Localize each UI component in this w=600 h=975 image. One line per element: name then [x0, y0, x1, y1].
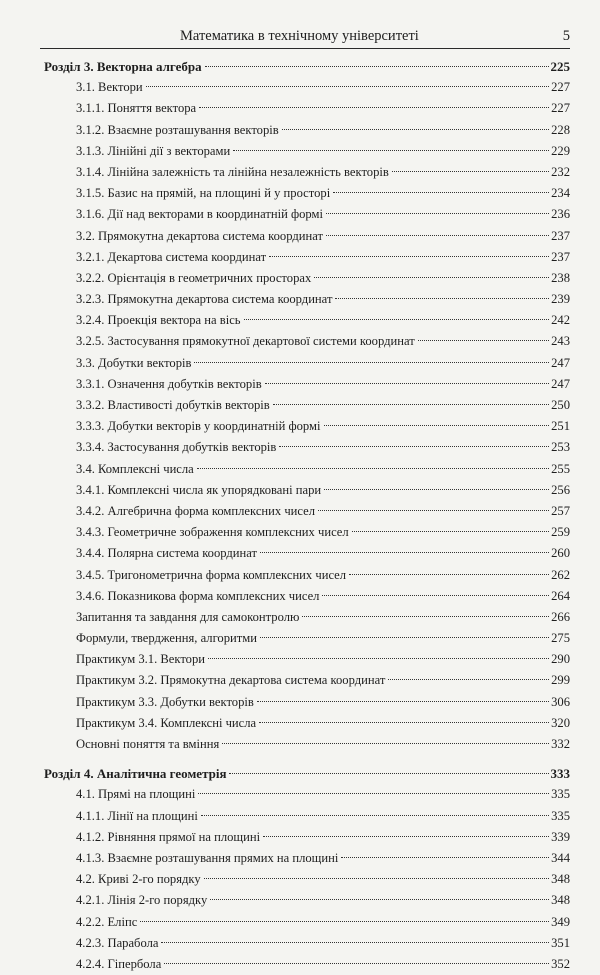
dot-leader [199, 107, 549, 108]
toc-entry-page-number: 227 [551, 80, 570, 95]
toc-entry-page-number: 227 [551, 101, 570, 116]
toc-entry-title: Формули, твердження, алгоритми [76, 631, 257, 646]
toc-entry [40, 374, 570, 395]
toc-entry [40, 890, 570, 911]
toc-entry-title: 4.2.3. Парабола [76, 935, 159, 950]
toc-entry-page-number: 333 [550, 766, 570, 782]
toc-entry-title: Основні поняття та вміння [76, 737, 220, 751]
toc-entry [40, 670, 570, 691]
dot-leader [257, 701, 549, 702]
dot-leader [302, 616, 549, 617]
toc-entry-page-number: 339 [551, 829, 570, 844]
toc-entry [40, 784, 570, 805]
toc-entry [40, 289, 570, 310]
toc-entry [40, 628, 570, 649]
table-of-contents [40, 56, 570, 975]
toc-chapter-entry [40, 56, 570, 77]
toc-entry-title: Практикум 3.3. Добутки векторів [76, 694, 254, 709]
toc-entry-title: 3.2.4. Проекція вектора на вісь [76, 313, 241, 328]
dot-leader [326, 213, 549, 214]
toc-entry-title: 3.1.2. Взаємне розташування векторів [76, 122, 279, 137]
dot-leader [197, 468, 549, 469]
toc-entry-title: Розділ 3. Векторна алгебра [44, 59, 202, 74]
toc-entry-page-number: 349 [551, 914, 570, 929]
toc-entry [40, 331, 570, 352]
dot-leader [140, 921, 549, 922]
toc-entry-title: 4.1.2. Рівняння прямої на площині [76, 829, 261, 844]
toc-entry-page-number: 320 [551, 715, 570, 730]
toc-chapter-entry [40, 763, 570, 784]
toc-entry-page-number: 253 [551, 440, 570, 455]
toc-entry-page-number: 250 [551, 398, 570, 412]
dot-leader [392, 171, 549, 172]
toc-entry-title: Розділ 4. Аналітична геометрія [44, 766, 227, 782]
toc-entry-page-number: 236 [551, 207, 570, 222]
dot-leader [146, 86, 549, 87]
toc-entry [40, 607, 570, 628]
toc-entry-title: 3.3.3. Добутки векторів у координатній формі [76, 419, 321, 434]
toc-entry-title: 3.1.1. Поняття вектора [76, 101, 197, 116]
dot-leader [326, 235, 549, 236]
toc-entry-title: 3.2.5. Застосування прямокутної декартової системи координат [76, 334, 415, 349]
toc-entry-title: 3.2. Прямокутна декартова система координат [76, 228, 323, 243]
toc-entry-title: 3.4. Комплексні числа [76, 461, 194, 476]
toc-entry-title: 3.4.5. Тригонометрична форма комплексних чисел [76, 567, 347, 582]
toc-entry-page-number: 251 [551, 419, 570, 434]
dot-leader [164, 963, 549, 964]
toc-entry-page-number: 247 [551, 355, 570, 370]
dot-leader [233, 150, 549, 151]
toc-entry [40, 543, 570, 564]
toc-entry-title: 3.2.3. Прямокутна декартова система координат [76, 292, 333, 307]
toc-entry [40, 586, 570, 607]
toc-entry-title: 3.1.5. Базис на прямій, на площині й у просторі [76, 186, 331, 201]
toc-entry-title: 4.2. Криві 2-го порядку [76, 872, 201, 887]
toc-entry-title: 3.3.4. Застосування добутків векторів [76, 440, 277, 455]
toc-entry [40, 268, 570, 289]
toc-entry [40, 141, 570, 162]
toc-entry-page-number: 243 [551, 334, 570, 349]
dot-leader [205, 66, 549, 67]
toc-entry-title: Практикум 3.1. Вектори [76, 652, 206, 667]
toc-entry-page-number: 290 [551, 652, 570, 667]
toc-entry-title: Практикум 3.4. Комплексні числа [76, 715, 257, 730]
dot-leader [279, 446, 549, 447]
toc-entry-page-number: 264 [551, 588, 570, 603]
toc-entry-title: 3.3.2. Властивості добутків векторів [76, 398, 270, 412]
dot-leader [314, 277, 549, 278]
toc-entry [40, 565, 570, 586]
toc-entry-page-number: 335 [551, 787, 570, 802]
toc-entry-page-number: 262 [551, 567, 570, 582]
dot-leader [198, 793, 549, 794]
toc-entry [40, 416, 570, 437]
toc-entry-page-number: 257 [551, 503, 570, 518]
toc-entry [40, 310, 570, 331]
toc-entry [40, 98, 570, 119]
toc-entry-title: 3.1.6. Дії над векторами в координатній формі [76, 207, 324, 222]
toc-entry-page-number: 239 [551, 292, 570, 307]
toc-entry-title: 3.1. Вектори [76, 80, 143, 95]
toc-entry [40, 395, 570, 416]
dot-leader [244, 319, 550, 320]
header-title: Математика в технічному університеті [180, 28, 419, 44]
toc-entry-title: 4.2.2. Еліпс [76, 914, 138, 929]
toc-entry [40, 692, 570, 713]
toc-entry-page-number: 237 [551, 228, 570, 243]
toc-entry [40, 522, 570, 543]
dot-leader [194, 362, 549, 363]
toc-entry-page-number: 348 [551, 872, 570, 887]
toc-entry-title: Практикум 3.2. Прямокутна декартова система координат [76, 673, 386, 688]
header-page-number: 5 [562, 28, 570, 44]
toc-entry-page-number: 234 [551, 186, 570, 201]
toc-entry-page-number: 259 [551, 525, 570, 540]
dot-leader [341, 857, 549, 858]
toc-entry [40, 869, 570, 890]
toc-entry-page-number: 260 [551, 546, 570, 561]
toc-entry-title: 3.3. Добутки векторів [76, 355, 192, 370]
dot-leader [282, 129, 549, 130]
toc-entry [40, 848, 570, 869]
dot-leader [324, 425, 550, 426]
dot-leader [333, 192, 549, 193]
toc-entry-title: 3.3.1. Означення добутків векторів [76, 376, 262, 391]
toc-entry-page-number: 332 [551, 737, 570, 751]
toc-entry [40, 183, 570, 204]
toc-entry [40, 713, 570, 734]
toc-entry-title: 4.1.1. Лінії на площині [76, 808, 198, 823]
toc-entry-page-number: 228 [551, 122, 570, 137]
toc-entry-page-number: 232 [551, 164, 570, 179]
toc-entry-title: 3.4.3. Геометричне зображення комплексних чисел [76, 525, 349, 540]
toc-entry [40, 649, 570, 670]
toc-entry-title: 4.1. Прямі на площині [76, 787, 196, 802]
dot-leader [269, 256, 549, 257]
toc-entry-page-number: 348 [551, 893, 570, 908]
toc-entry-page-number: 237 [551, 249, 570, 264]
toc-entry-page-number: 225 [550, 59, 570, 74]
toc-entry-page-number: 335 [551, 808, 570, 823]
dot-leader [352, 531, 549, 532]
toc-entry [40, 480, 570, 501]
dot-leader [222, 743, 549, 744]
dot-leader [259, 722, 549, 723]
dot-leader [229, 773, 548, 774]
toc-entry [40, 437, 570, 458]
dot-leader [204, 878, 549, 879]
toc-entry [40, 501, 570, 522]
toc-entry-page-number: 247 [551, 376, 570, 391]
toc-entry [40, 247, 570, 268]
toc-entry-page-number: 242 [551, 313, 570, 328]
dot-leader [210, 899, 549, 900]
toc-entry-title: 4.2.4. Гіпербола [76, 956, 162, 971]
dot-leader [335, 298, 549, 299]
dot-leader [318, 510, 549, 511]
toc-entry [40, 827, 570, 848]
toc-entry-title: 3.2.2. Орієнтація в геометричних просторах [76, 270, 312, 285]
toc-entry-page-number: 266 [551, 609, 570, 624]
toc-entry-page-number: 344 [551, 850, 570, 865]
toc-entry-page-number: 238 [551, 270, 570, 285]
toc-entry [40, 806, 570, 827]
toc-entry [40, 954, 570, 975]
dot-leader [161, 942, 549, 943]
toc-entry [40, 226, 570, 247]
dot-leader [201, 815, 549, 816]
dot-leader [263, 836, 549, 837]
toc-entry-page-number: 255 [551, 461, 570, 476]
toc-entry-page-number: 352 [551, 956, 570, 971]
dot-leader [322, 595, 549, 596]
toc-entry [40, 734, 570, 755]
dot-leader [349, 574, 549, 575]
toc-entry-title: 3.1.3. Лінійні дії з векторами [76, 143, 231, 158]
dot-leader [273, 404, 549, 405]
toc-entry-title: 3.1.4. Лінійна залежність та лінійна незалежність векторів [76, 164, 389, 179]
dot-leader [260, 637, 549, 638]
toc-entry [40, 120, 570, 141]
running-header [40, 26, 570, 49]
toc-entry-title: 3.4.4. Полярна система координат [76, 546, 258, 561]
toc-entry [40, 459, 570, 480]
toc-entry-title: 3.4.1. Комплексні числа як упорядковані пари [76, 482, 322, 497]
dot-leader [418, 340, 549, 341]
toc-entry [40, 77, 570, 98]
dot-leader [265, 383, 549, 384]
dot-leader [324, 489, 549, 490]
toc-entry [40, 204, 570, 225]
toc-entry-page-number: 299 [551, 673, 570, 688]
toc-entry-page-number: 351 [551, 935, 570, 950]
toc-entry-title: 4.1.3. Взаємне розташування прямих на площині [76, 850, 339, 865]
toc-entry-page-number: 306 [551, 694, 570, 709]
toc-entry-page-number: 275 [551, 631, 570, 646]
toc-entry [40, 162, 570, 183]
toc-entry-title: 3.2.1. Декартова система координат [76, 249, 267, 264]
toc-entry [40, 933, 570, 954]
toc-entry-page-number: 256 [551, 482, 570, 497]
dot-leader [208, 658, 549, 659]
toc-entry-title: 4.2.1. Лінія 2-го порядку [76, 893, 208, 908]
toc-entry-title: Запитання та завдання для самоконтролю [76, 609, 300, 624]
dot-leader [260, 552, 549, 553]
toc-entry [40, 912, 570, 933]
toc-entry-page-number: 229 [551, 143, 570, 158]
toc-entry-title: 3.4.2. Алгебрична форма комплексних чисел [76, 503, 316, 518]
toc-entry-title: 3.4.6. Показникова форма комплексних чисел [76, 588, 320, 603]
toc-entry [40, 353, 570, 374]
dot-leader [388, 679, 549, 680]
